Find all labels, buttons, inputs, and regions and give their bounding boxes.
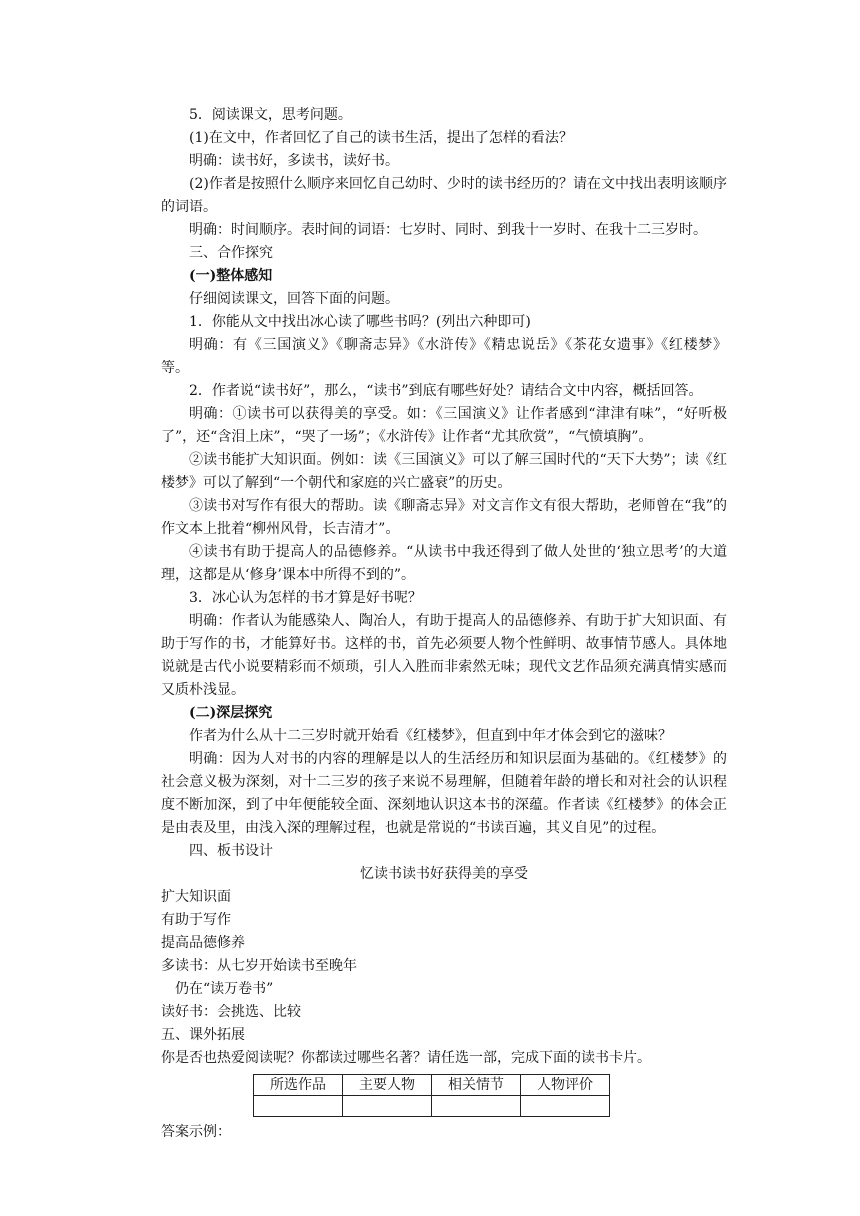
- question-5-title: 5．阅读课文，思考问题。: [189, 107, 352, 123]
- question-5-sub2: (2)作者是按照什么顺序来回忆自己幼时、少时的读书经历的？请在文中找出表明该顺序的词语。: [161, 176, 727, 215]
- table-row: [254, 1096, 610, 1117]
- table-cell-empty: [521, 1096, 610, 1117]
- table-cell-empty: [432, 1096, 521, 1117]
- table-header-cell: 相关情节: [432, 1075, 521, 1096]
- board-sub-item: 仍在“读万卷书”: [175, 981, 274, 997]
- section-5-prompt: 你是否也热爱阅读呢？你都读过哪些名著？请任选一部，完成下面的读书卡片。: [161, 1050, 651, 1066]
- part-1-title: (一)整体感知: [189, 268, 273, 284]
- document-content: [161, 104, 727, 1144]
- board-item: 扩大知识面: [161, 889, 231, 905]
- table-cell-empty: [343, 1096, 432, 1117]
- answer-2-point-1: 明确：①读书可以获得美的享受。如：《三国演义》让作者感到“津津有味”，“好听极了”，还“含泪上床”，“哭了一场”；《水浒传》让作者“尤其欣赏”，“气愤填胸”。: [161, 406, 727, 445]
- answer-2-point-2: ②读书能扩大知识面。例如：读《三国演义》可以了解三国时代的“天下大势”；读《红楼梦》可以了解到“一个朝代和家庭的兴亡盛衰”的历史。: [161, 452, 727, 491]
- answer-3: 明确：作者认为能感染人、陶冶人，有助于提高人的品德修养、有助于扩大知识面、有助于写作的书，才能算好书。这样的书，首先必须要人物个性鲜明、故事情节感人。具体地说就是古代小说要精彩而不烦琐，引人入胜而非索然无味；现代文艺作品须充满真情实感而又质朴浅显。: [161, 613, 727, 698]
- answer-1: 明确：有《三国演义》《聊斋志异》《水浒传》《精忠说岳》《茶花女遗事》《红楼梦》等。: [161, 337, 727, 376]
- deep-answer: 明确：因为人对书的内容的理解是以人的生活经历和知识层面为基础的。《红楼梦》的社会意义极为深刻，对十二三岁的孩子来说不易理解，但随着年龄的增长和对社会的认识程度不断加深，到了中年便能较全面、深刻地认识这本书的深蕴。作者读《红楼梦》的体会正是由表及里，由浅入深的理解过程，也就是常说的“书读百遍，其义自见”的过程。: [161, 751, 727, 836]
- table-header-row: [254, 1075, 610, 1096]
- answer-example-label: 答案示例：: [161, 1124, 231, 1140]
- answer-5-sub2: 明确：时间顺序。表时间的词语：七岁时、同时、到我十一岁时、在我十二三岁时。: [189, 222, 707, 238]
- part-1-intro: 仔细阅读课文，回答下面的问题。: [189, 291, 399, 307]
- board-item: 有助于写作: [161, 912, 231, 928]
- answer-2-point-4: ④读书有助于提高人的品德修养。“从读书中我还得到了做人处世的‘独立思考’的大道理，这都是从‘修身’课本中所得不到的”。: [161, 544, 727, 583]
- board-item: 多读书：从七岁开始读书至晚年: [161, 958, 357, 974]
- question-1: 1．你能从文中找出冰心读了哪些书吗？(列出六种即可): [189, 314, 531, 330]
- question-3: 3．冰心认为怎样的书才算是好书呢？: [189, 590, 422, 606]
- section-5-title: 五、课外拓展: [161, 1027, 245, 1043]
- part-2-title: (二)深层探究: [189, 705, 273, 721]
- question-2: 2．作者说“读书好”，那么，“读书”到底有哪些好处？请结合文中内容，概括回答。: [189, 383, 703, 399]
- answer-5-sub1: 明确：读书好，多读书，读好书。: [189, 153, 399, 169]
- answer-2-point-3: ③读书对写作有很大的帮助。读《聊斋志异》对文言作文有很大帮助，老师曾在“我”的作文本上批着“柳州风骨，长吉清才”。: [161, 498, 727, 537]
- section-4-title: 四、板书设计: [189, 843, 273, 859]
- table-header-cell: 所选作品: [254, 1075, 343, 1096]
- board-item: 提高品德修养: [161, 935, 245, 951]
- table-cell-empty: [254, 1096, 343, 1117]
- section-3-title: 三、合作探究: [189, 245, 273, 261]
- table-header-cell: 人物评价: [521, 1075, 610, 1096]
- board-title: 忆读书读书好获得美的享受: [360, 866, 528, 882]
- board-item: 读好书：会挑选、比较: [161, 1004, 301, 1020]
- table-header-cell: 主要人物: [343, 1075, 432, 1096]
- deep-question: 作者为什么从十二三岁时就开始看《红楼梦》，但直到中年才体会到它的滋味？: [189, 728, 672, 744]
- reading-card-table: [253, 1074, 610, 1117]
- question-5-sub1: (1)在文中，作者回忆了自己的读书生活，提出了怎样的看法？: [189, 130, 573, 146]
